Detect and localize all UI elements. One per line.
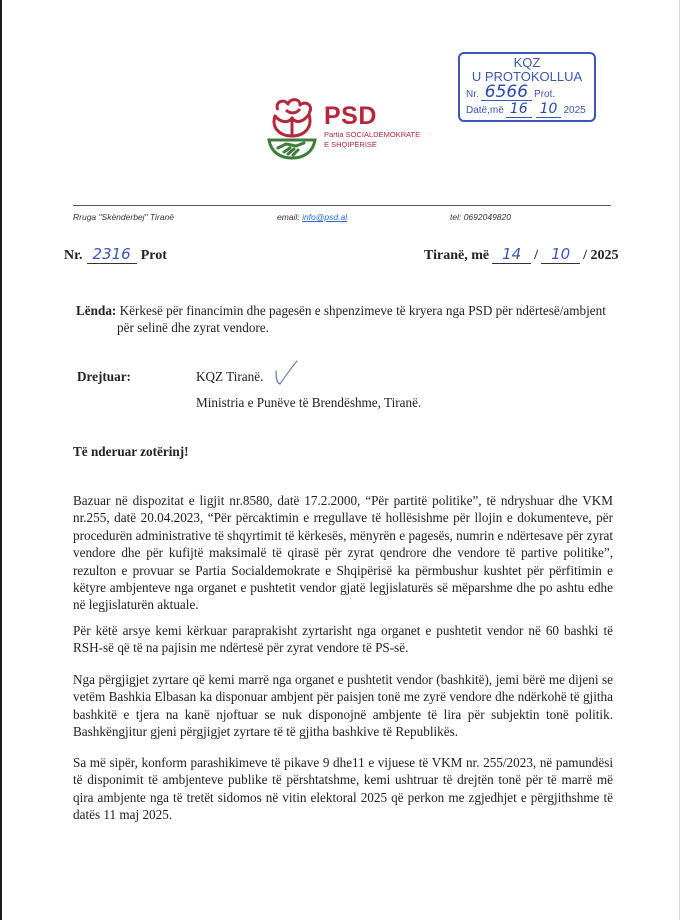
logo-subtitle-line1: Partia SOCIALDEMOKRATE (324, 130, 421, 139)
stamp-date-year: 2025 (563, 105, 586, 116)
prot-label: Prot (140, 248, 167, 263)
subject (76, 302, 616, 336)
nr-value: 2316 (87, 245, 137, 264)
party-logo (266, 96, 420, 160)
stamp-nr-value: 6566 (481, 84, 532, 101)
date-sep: / (534, 248, 539, 263)
email-label: email: (277, 212, 300, 222)
stamp-date-day: 16 (506, 101, 532, 118)
body-paragraph: Sa më sipër, konform parashikimeve të pikave 9 dhe11 e vijuese të VKM nr. 255/2023, në pamundësi të disponimit të ambjenteve publike të përshtatshme, kemi ushtruar të drejtën tonë për të marrë më qira ambjente nga të tretët sidomos në vitin elektoral 2025 që perkon me zgjedhjet e përgjithshme të datës 11 maj 2025. (73, 755, 613, 823)
recipient-name: Ministria e Punëve të Brendëshme, Tiranë. (196, 395, 422, 410)
checkmark-icon (273, 359, 299, 387)
place-label: Tiranë, më (424, 248, 490, 263)
recipient-item (196, 395, 421, 421)
stamp-line1: KQZ (513, 55, 541, 70)
stamp-date-month: 10 (536, 101, 562, 118)
page-edge-right (679, 0, 680, 920)
body-paragraph: Bazuar në dispozitat e ligjit nr.8580, datë 17.2.2000, “Për partitë politike”, të ndryshuar dhe VKM nr.255, datë 20.04.2023, “Për përcaktimin e rregullave të hollësishme për llojin e dokumenteve, për procedurën administrative të shqyrtimit të kërkesës, mënyrën e pagesës, numrin e ndërtesave për zyrat vendore dhe për kufijtë maksimalë të qirasë për zyrat qendrore dhe vendore të partive politike”, rezulton e provuar se Partia Socialdemokrate e Shqipërisë ka përmbushur kushtet për përfitimin e këtyre ambjenteve nga organet e pushtetit vendor gjatë legjislaturës së mëparshme dhe po ashtu edhe në legjislaturën aktuale. (73, 493, 613, 613)
stamp-prot-label: Prot. (534, 89, 556, 100)
addressed-label: Drejtuar: (77, 369, 131, 384)
greeting: Të nderuar zotërinj! (73, 444, 189, 459)
protocol-number (64, 245, 167, 264)
date-month: 10 (541, 245, 580, 264)
recipient-item (196, 369, 421, 395)
contact-email (277, 212, 347, 222)
rose-handshake-icon (266, 96, 318, 160)
recipients-list (196, 369, 421, 421)
logo-subtitle-line2: E SHQIPËRISË (324, 140, 377, 149)
logo-name: PSD (324, 102, 377, 130)
page-edge-left (0, 0, 2, 920)
stamp-date-label: Datë,më (466, 105, 504, 116)
date-day: 14 (492, 245, 531, 264)
date-year: / 2025 (583, 248, 619, 263)
email-link[interactable]: info@psd.al (302, 212, 348, 222)
protocol-stamp (458, 52, 596, 122)
recipient-name: KQZ Tiranë. (196, 369, 264, 384)
stamp-line2: U PROTOKOLLUA (471, 69, 583, 84)
subject-label: Lënda: (76, 303, 117, 318)
stamp-date-row (460, 101, 594, 118)
nr-label: Nr. (64, 248, 83, 263)
body-paragraph: Për këtë arsye kemi kërkuar paraprakisht zyrtarisht nga organet e pushtetit vendor në 60 bashki të RSH-së që të na pajisin me ndërtesë për zyrat vendore të PS-së. (73, 623, 613, 656)
stamp-number-row (460, 84, 594, 101)
contact-phone: tel: 0692049820 (450, 212, 511, 222)
subject-text-line2: për selinë dhe zyrat vendore. (117, 320, 269, 335)
contact-address: Rruga "Skënderbej" Tiranë (73, 212, 174, 222)
stamp-nr-label: Nr. (466, 89, 479, 100)
body-paragraph: Nga përgjigjet zyrtare që kemi marrë nga organet e pushtetit vendor (bashkitë), jemi bërë me dijeni se vetëm Bashkia Elbasan ka disponuar ambjent për paisjen tonë me zyrë vendore dhe ndërkohë të gjitha bashkitë e tjera na kanë njoftuar se nuk disponojnë ambjente të lira për subjektin tonë politik. Bashkëngjitur gjeni përgjigjet zyrtare të të gjitha bashkive të Republikës. (73, 672, 613, 740)
header-divider (73, 205, 611, 206)
subject-text-line1: Kërkesë për financimin dhe pagesën e shpenzimeve të kryera nga PSD për ndërtesë/ambjent (119, 303, 606, 318)
letter-date (424, 245, 619, 264)
